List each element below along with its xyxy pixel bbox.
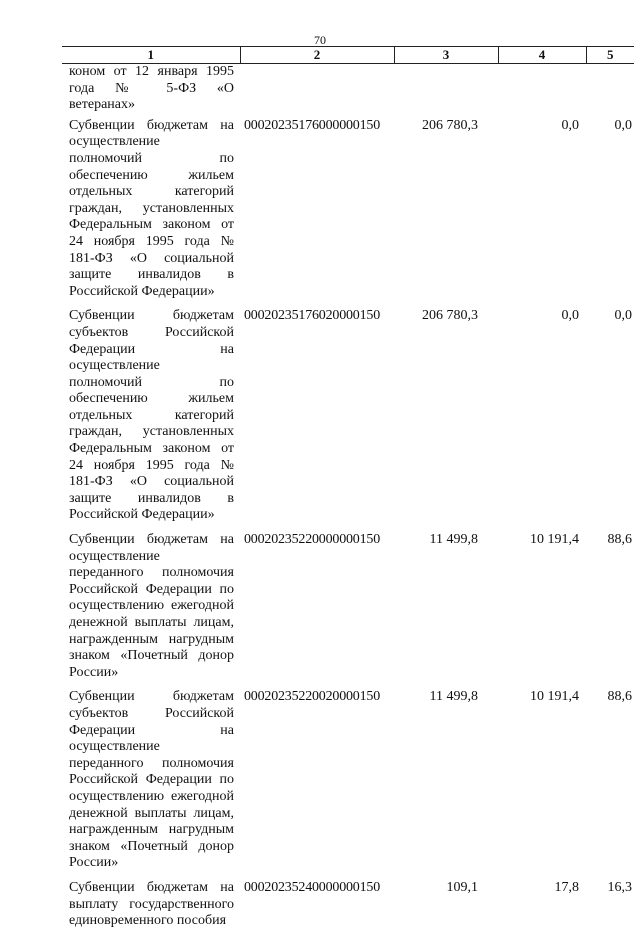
column-header-3: 3	[394, 47, 498, 64]
row-value-5: 16,3	[607, 879, 632, 895]
column-header-1: 1	[62, 47, 240, 64]
row-value-3: 11 499,8	[429, 689, 478, 705]
table-row	[62, 685, 634, 876]
column-header-2: 2	[240, 47, 394, 64]
row-value-5: 88,6	[607, 532, 632, 548]
row-code: 00020235220000000150	[244, 532, 381, 548]
row-name: Субвенции бюджетам на осуществление полномочий по обеспечению жильем отдельных категорий граждан, установленных Федеральным законом от 24 ноября 1995 года № 181-ФЗ «О социальной защите инвалидов в Российской Федерации»	[69, 117, 234, 299]
row-code: 00020235176020000150	[244, 308, 381, 324]
row-code: 00020235220020000150	[244, 689, 381, 705]
row-code: 00020235240000000150	[244, 879, 381, 895]
budget-table	[62, 46, 634, 934]
row-name: коном от 12 января 1995 года № 5-ФЗ «О ветеранах»	[69, 64, 234, 113]
row-code: 00020235176000000150	[244, 117, 381, 133]
table-row-continuation	[62, 64, 634, 114]
row-value-5: 0,0	[614, 117, 632, 133]
row-name: Субвенции бюджетам субъектов Российской Федерации на осуществление переданного полномочия Российской Федерации по осуществлению ежегодной денежной выплаты лицам, награжденным нагрудным знаком «Почетный донор России»	[69, 689, 234, 871]
row-value-3: 11 499,8	[429, 532, 478, 548]
row-value-4: 10 191,4	[530, 689, 579, 705]
row-name: Субвенции бюджетам субъектов Российской Федерации на осуществление полномочий по обеспечению жильем отдельных категорий граждан, установленных Федеральным законом от 24 ноября 1995 года № 181-ФЗ «О социальной защите инвалидов в Российской Федерации»	[69, 308, 234, 523]
page-number: 70	[314, 33, 326, 47]
table-row	[62, 304, 634, 528]
table-row	[62, 114, 634, 305]
table-header	[62, 47, 634, 64]
row-value-4: 0,0	[561, 308, 579, 324]
column-header-4: 4	[498, 47, 586, 64]
row-value-5: 88,6	[607, 689, 632, 705]
row-name: Субвенции бюджетам на осуществление переданного полномочия Российской Федерации по осуществлению ежегодной денежной выплаты лицам, награжденным нагрудным знаком «Почетный донор России»	[69, 532, 234, 680]
row-value-3: 206 780,3	[422, 117, 478, 133]
row-value-4: 10 191,4	[530, 532, 579, 548]
row-value-3: 206 780,3	[422, 308, 478, 324]
row-value-4: 0,0	[561, 117, 579, 133]
column-header-5: 5	[586, 47, 634, 64]
table-row	[62, 528, 634, 685]
row-name: Субвенции бюджетам на выплату государственного единовременного пособия	[69, 879, 234, 929]
row-value-4: 17,8	[554, 879, 579, 895]
row-value-3: 109,1	[446, 879, 478, 895]
row-value-5: 0,0	[614, 308, 632, 324]
